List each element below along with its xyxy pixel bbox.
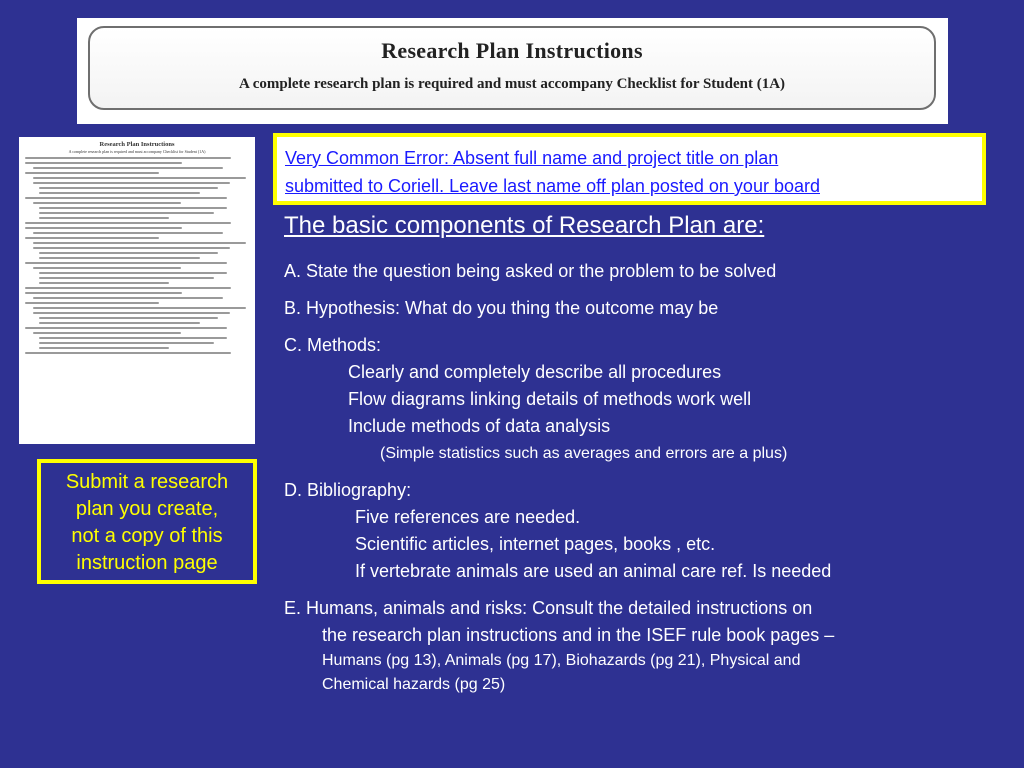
- item-b: B. Hypothesis: What do you thing the outcome may be: [284, 298, 719, 318]
- submit-note-line: instruction page: [76, 552, 218, 574]
- item-d-line: Five references are needed.: [355, 507, 581, 527]
- components-heading: The basic components of Research Plan are:: [284, 212, 765, 239]
- thumbnail-text-line: [39, 217, 169, 219]
- banner-subtitle: A complete research plan is required and must accompany Checklist for Student (1A): [238, 76, 786, 92]
- item-c-line: Flow diagrams linking details of methods work well: [348, 389, 752, 409]
- submit-note-line: Submit a research: [65, 471, 229, 493]
- thumbnail-text-line: [39, 317, 218, 319]
- common-error-line: submitted to Coriell. Leave last name off plan posted on your board: [285, 176, 820, 196]
- thumbnail-text-line: [33, 267, 181, 269]
- thumbnail-text-line: [25, 222, 231, 224]
- thumbnail-text-line: [39, 252, 218, 254]
- title-banner: [77, 18, 948, 124]
- thumbnail-text-line: [25, 227, 182, 229]
- thumbnail-text-line: [39, 192, 200, 194]
- thumbnail-text-line: [39, 342, 214, 344]
- item-d-line: Scientific articles, internet pages, books , etc.: [355, 534, 716, 554]
- item-c-label: C. Methods:: [284, 335, 382, 355]
- thumbnail-text-line: [25, 302, 159, 304]
- thumbnail-text-line: [39, 257, 200, 259]
- thumbnail-text-line: [25, 197, 227, 199]
- thumbnail-text-lines: [25, 157, 249, 354]
- thumbnail-text-line: [33, 242, 246, 244]
- thumbnail-text-line: [39, 337, 227, 339]
- item-e-line: the research plan instructions and in the ISEF rule book pages –: [322, 625, 835, 645]
- thumbnail-text-line: [33, 247, 230, 249]
- thumbnail-text-line: [39, 322, 200, 324]
- thumbnail-title: Research Plan Instructions: [99, 141, 175, 148]
- thumbnail-text-line: [33, 312, 230, 314]
- thumbnail-text-line: [25, 327, 227, 329]
- thumbnail-text-line: [39, 187, 218, 189]
- item-c-line: Include methods of data analysis: [348, 416, 611, 436]
- item-d-line: If vertebrate animals are used an animal care ref. Is needed: [355, 561, 832, 581]
- thumbnail-text-line: [25, 287, 231, 289]
- thumbnail-text-line: [25, 292, 182, 294]
- thumbnail-text-line: [39, 212, 214, 214]
- thumbnail-subtitle: A complete research plan is required and must accompany Checklist for Student (1A): [68, 149, 206, 154]
- submit-note-line: plan you create,: [75, 498, 219, 520]
- thumbnail-text-line: [33, 307, 246, 309]
- thumbnail-text-line: [33, 332, 181, 334]
- thumbnail-text-line: [25, 162, 182, 164]
- thumbnail-text-line: [25, 172, 159, 174]
- thumbnail-text-line: [25, 262, 227, 264]
- banner-title: Research Plan Instructions: [381, 38, 643, 63]
- thumbnail-text-line: [39, 272, 227, 274]
- item-a: A. State the question being asked or the problem to be solved: [284, 261, 777, 281]
- submit-note-callout: [37, 459, 257, 584]
- thumbnail-text-line: [33, 232, 223, 234]
- thumbnail-text-line: [25, 352, 231, 354]
- item-e-line: Humans (pg 13), Animals (pg 17), Biohazards (pg 21), Physical and: [322, 652, 801, 669]
- title-box: [88, 26, 936, 110]
- submit-note-line: not a copy of this: [71, 525, 223, 547]
- item-e-line: Chemical hazards (pg 25): [322, 676, 506, 693]
- item-c-line: Clearly and completely describe all procedures: [348, 362, 722, 382]
- thumbnail-text-line: [39, 347, 169, 349]
- common-error-line: Very Common Error: Absent full name and project title on plan: [285, 148, 779, 168]
- item-d-label: D. Bibliography:: [284, 480, 412, 500]
- thumbnail-text-line: [33, 182, 230, 184]
- thumbnail-text-line: [25, 157, 231, 159]
- item-e-line: E. Humans, animals and risks: Consult the detailed instructions on: [284, 598, 813, 618]
- thumbnail-text-line: [39, 207, 227, 209]
- item-c-note: (Simple statistics such as averages and errors are a plus): [380, 445, 788, 462]
- components-list: [284, 212, 1004, 697]
- common-error-callout: [273, 133, 986, 205]
- thumbnail-text-line: [33, 177, 246, 179]
- thumbnail-text-line: [39, 277, 214, 279]
- thumbnail-text-line: [33, 167, 223, 169]
- instruction-page-thumbnail: [19, 137, 255, 444]
- thumbnail-text-line: [33, 297, 223, 299]
- thumbnail-text-line: [39, 282, 169, 284]
- thumbnail-text-line: [33, 202, 181, 204]
- thumbnail-text-line: [25, 237, 159, 239]
